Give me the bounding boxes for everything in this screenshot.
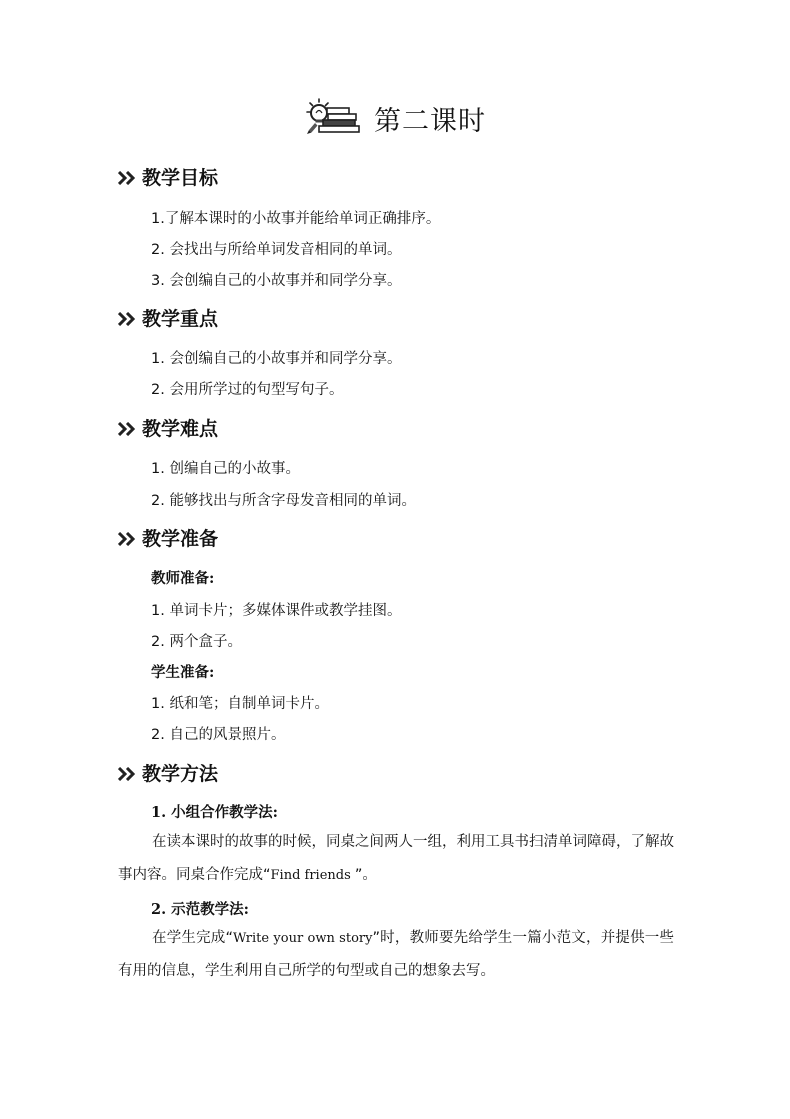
section-heading-text: 教学重点: [142, 308, 219, 330]
student-prep-label: 学生准备:: [151, 664, 215, 681]
difficult-item-1: 1. 创编自己的小故事。: [151, 461, 300, 477]
section-heading-key: [118, 304, 218, 332]
teacher-prep-item-2: 2. 两个盒子。: [151, 634, 242, 650]
difficult-item-2: 2. 能够找出与所含字母发音相同的单词。: [151, 493, 416, 509]
method-2-paragraph: [118, 922, 674, 988]
goal-item-2: 2. 会找出与所给单词发音相同的单词。: [151, 242, 402, 258]
method-2-title: 2. 示范教学法:: [151, 901, 250, 918]
key-item-1: 1. 会创编自己的小故事并和同学分享。: [151, 351, 402, 367]
method-1-text-en: Find friends: [270, 868, 355, 883]
section-heading-text: 教学目标: [142, 167, 219, 189]
student-prep-item-2: 2. 自己的风景照片。: [151, 727, 286, 743]
goal-item-1: 1.了解本课时的小故事并能给单词正确排序。: [151, 211, 441, 227]
section-heading-text: 教学难点: [142, 418, 219, 440]
double-chevron-icon: [118, 422, 140, 436]
student-prep-item-1: 1. 纸和笔；自制单词卡片。: [151, 696, 329, 712]
section-heading-prep: [118, 524, 218, 552]
double-chevron-icon: [118, 532, 140, 546]
double-chevron-icon: [118, 312, 140, 326]
method-2-text-en: Write your own story: [233, 931, 373, 946]
goal-item-3: 3. 会创编自己的小故事并和同学分享。: [151, 273, 402, 289]
method-1-text-b: ”。: [354, 867, 377, 883]
page-title: 第二课时: [374, 106, 486, 137]
section-heading-goals: [118, 163, 218, 191]
method-1-title: 1. 小组合作教学法:: [151, 804, 279, 821]
method-2-text-b: ”时，教师要先给学生一篇小范文，并提供一些有用的信息，学生利用自己所学的句型或自己的想象去写。: [118, 930, 674, 979]
section-heading-difficult: [118, 414, 218, 442]
lightbulb-books-icon: [305, 97, 367, 135]
section-heading-text: 教学准备: [142, 528, 219, 550]
title-row: [0, 97, 790, 143]
teacher-prep-item-1: 1. 单词卡片；多媒体课件或教学挂图。: [151, 603, 402, 619]
teacher-prep-label: 教师准备:: [151, 570, 215, 587]
key-item-2: 2. 会用所学过的句型写句子。: [151, 382, 344, 398]
section-heading-methods: [118, 759, 218, 787]
method-2-text-a: 在学生完成“: [152, 930, 234, 946]
section-heading-text: 教学方法: [142, 763, 219, 785]
double-chevron-icon: [118, 767, 140, 781]
method-1-paragraph: [118, 826, 674, 892]
double-chevron-icon: [118, 171, 140, 185]
method-1-text-a: 在读本课时的故事的时候，同桌之间两人一组，利用工具书扫清单词障碍，了解故事内容。同桌合作完成“: [118, 834, 674, 883]
